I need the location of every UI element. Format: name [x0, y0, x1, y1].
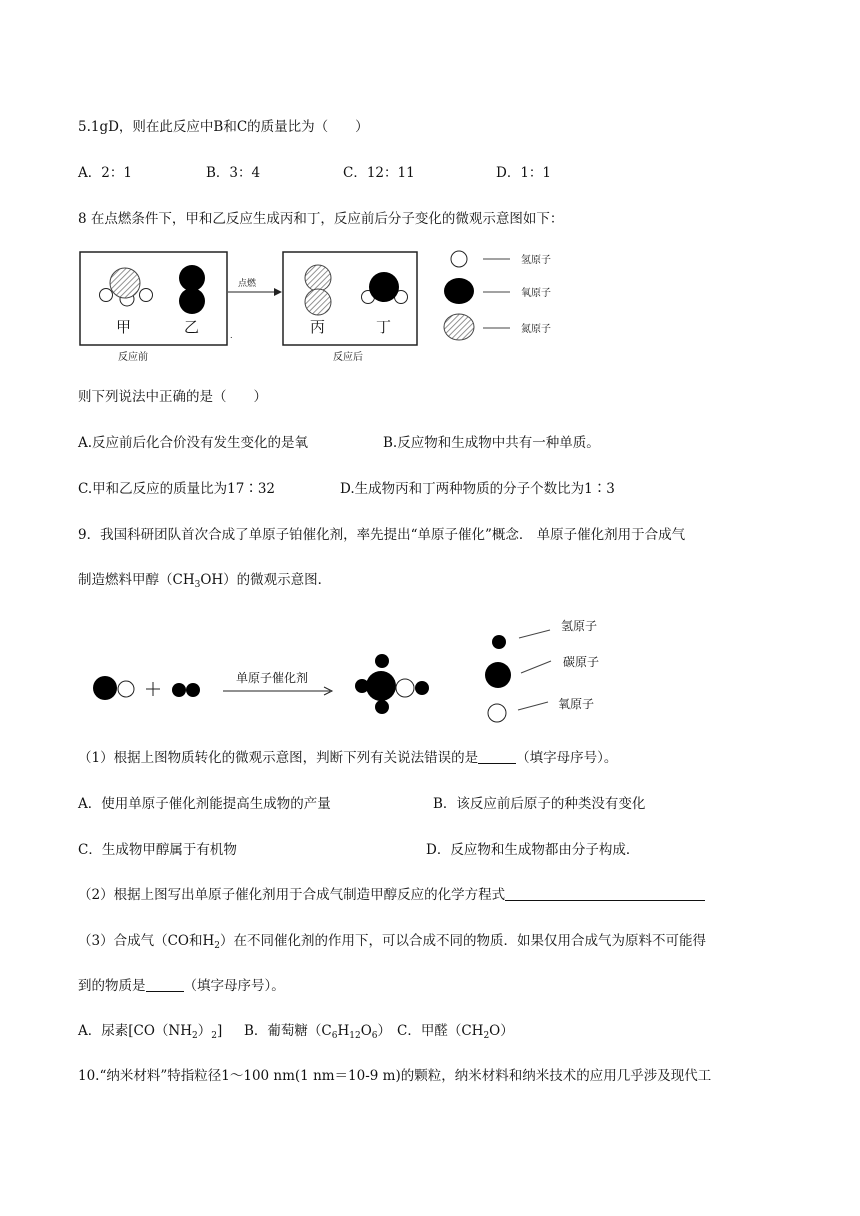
question-8-prompt: 则下列说法中正确的是（ ） [78, 389, 267, 405]
option-a: A．2：1 [78, 165, 132, 181]
molecule-yi [179, 265, 205, 314]
molecule-co [93, 676, 134, 700]
molecule-ding [362, 272, 408, 304]
sub-question-3: （3）合成气（CO和$H_2$）在不同催化剂的作用下，可以合成不同的物质．如果仅用合成气为原料不可能得 [78, 933, 706, 951]
label-after: 反应后 [333, 352, 363, 363]
reaction-arrow-2 [223, 687, 332, 695]
molecule-bing [305, 265, 331, 315]
label-bing: 丙 [310, 318, 326, 336]
option-c: C.甲和乙反应的质量比为17∶32 [78, 481, 275, 497]
label-ding: 丁 [376, 318, 392, 336]
question-9-stem-2: 制造燃料甲醇$(CH_3OH)$的微观示意图． [78, 572, 332, 590]
option-b: B．葡萄糖$(C_6H_{12}O_6)$ [244, 1023, 392, 1041]
option-c: C．甲醛$(CH_2O)$ [397, 1023, 514, 1041]
sub-question-2: （2）根据上图写出单原子催化剂用于合成气制造甲醇反应的化学方程式 [78, 885, 705, 905]
sub-question-3-line-2: 到的物质是 （填字母序号）。 [78, 978, 285, 994]
label-jia: 甲 [116, 318, 132, 336]
question-8-stem: 8 在点燃条件下，甲和乙反应生成丙和丁，反应前后分子变化的微观示意图如下： [78, 211, 564, 227]
option-a: A.反应前后化合价没有发生变化的是氧 [78, 435, 309, 451]
option-c: C．生成物甲醇属于有机物 [78, 842, 237, 858]
reaction-diagram-1 [78, 248, 608, 370]
legend-hydrogen: 氢原子 [521, 255, 551, 266]
answer-blank[interactable] [146, 977, 184, 992]
arrow-condition: 点燃 [238, 279, 257, 289]
sub-question-1: （1）根据上图物质转化的微观示意图，判断下列有关说法错误的是 （填字母序号）。 [78, 750, 618, 766]
label-before: 反应前 [118, 352, 148, 363]
option-b: B．该反应前后原子的种类没有变化 [433, 796, 646, 812]
option-a: A．使用单原子催化剂能提高生成物的产量 [78, 796, 331, 812]
reaction-arrow [228, 288, 282, 296]
legend-oxygen: 氧原子 [558, 697, 595, 711]
svg-text:.: . [230, 331, 233, 340]
legend-hydrogen: 氢原子 [561, 619, 598, 633]
catalyst-label: 单原子催化剂 [236, 671, 309, 685]
question-10-stem: 10.“纳米材料”特指粒径1～100 nm(1 nm＝10-9 m)的颗粒，纳米材料和纳米技术的应用几乎涉及现代工 [78, 1068, 712, 1084]
legend-nitrogen: 氮原子 [521, 324, 551, 335]
option-d: D.生成物丙和丁两种物质的分子个数比为1∶3 [340, 481, 615, 497]
molecule-h2 [172, 683, 200, 697]
option-c: C．12：11 [343, 165, 415, 181]
legend-2 [485, 619, 599, 722]
legend-1 [444, 251, 551, 340]
option-d: D．1：1 [496, 165, 552, 181]
option-b: B．3：4 [206, 165, 261, 181]
legend-oxygen: 氧原子 [521, 288, 551, 299]
molecule-jia [100, 268, 153, 306]
option-d: D．反应物和生成物都由分子构成． [426, 842, 640, 858]
question-7-tail: 5.1gD，则在此反应中B和C的质量比为（ ） [78, 119, 369, 135]
plus-sign [146, 682, 160, 696]
reaction-diagram-2 [78, 610, 638, 730]
question-9-stem: 9．我国科研团队首次合成了单原子铂催化剂，率先提出“单原子催化”概念． 单原子催化剂用于合成气 [78, 527, 686, 543]
equation-blank[interactable] [505, 886, 705, 901]
option-b: B.反应物和生成物中共有一种单质。 [383, 435, 600, 451]
label-yi: 乙 [184, 318, 200, 336]
answer-blank[interactable] [478, 749, 516, 764]
molecule-methanol [355, 654, 429, 714]
legend-carbon: 碳原子 [563, 655, 600, 669]
option-a: A．尿素$[CO(NH_2)_2]$ [78, 1023, 223, 1041]
